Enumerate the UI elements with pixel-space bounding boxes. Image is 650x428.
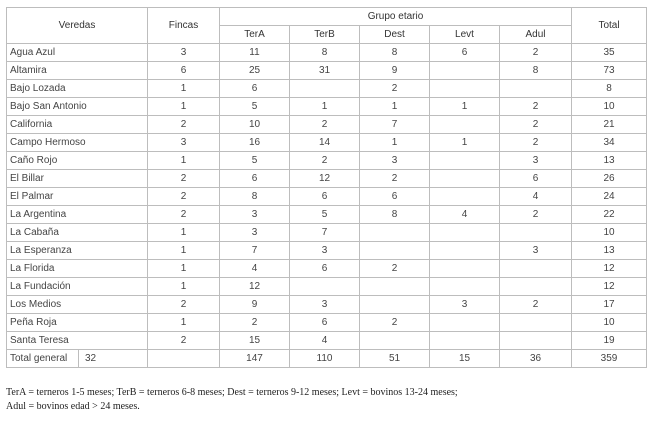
cell-fincas: 6 bbox=[148, 62, 220, 80]
cell-levt bbox=[430, 278, 500, 296]
cell-terb: 12 bbox=[290, 170, 360, 188]
cell-levt bbox=[430, 314, 500, 332]
cell-adul: 3 bbox=[500, 242, 572, 260]
cell-dest: 8 bbox=[360, 44, 430, 62]
table-row bbox=[7, 98, 647, 116]
cell-terb: 6 bbox=[290, 314, 360, 332]
cell-tera: 8 bbox=[220, 188, 290, 206]
header-tera: TerA bbox=[220, 26, 290, 44]
cell-fincas: 3 bbox=[148, 44, 220, 62]
cell-adul bbox=[500, 332, 572, 350]
cell-total: 26 bbox=[572, 170, 647, 188]
cell-dest: 2 bbox=[360, 170, 430, 188]
header-fincas: Fincas bbox=[148, 8, 220, 44]
cell-tera: 9 bbox=[220, 296, 290, 314]
total-terb: 110 bbox=[290, 350, 360, 368]
cell-terb: 14 bbox=[290, 134, 360, 152]
cell-terb: 31 bbox=[290, 62, 360, 80]
cell-fincas: 2 bbox=[148, 188, 220, 206]
cell-tera: 5 bbox=[220, 152, 290, 170]
cell-terb: 2 bbox=[290, 116, 360, 134]
cell-terb bbox=[290, 80, 360, 98]
cell-vereda: Altamira bbox=[7, 62, 148, 80]
cell-vereda: La Cabaña bbox=[7, 224, 148, 242]
cell-adul: 6 bbox=[500, 170, 572, 188]
cell-vereda: Los Medios bbox=[7, 296, 148, 314]
cell-total: 19 bbox=[572, 332, 647, 350]
cell-vereda: Peña Roja bbox=[7, 314, 148, 332]
cell-adul: 2 bbox=[500, 206, 572, 224]
footnote-line-1: TerA = terneros 1-5 meses; TerB = terneros 6-8 meses; Dest = terneros 9-12 meses; Levt = bovinos 13-24 meses; bbox=[6, 387, 458, 398]
cell-terb: 1 bbox=[290, 98, 360, 116]
cell-total: 24 bbox=[572, 188, 647, 206]
cell-dest: 1 bbox=[360, 98, 430, 116]
table-row bbox=[7, 62, 647, 80]
cell-dest: 2 bbox=[360, 314, 430, 332]
cell-fincas: 2 bbox=[148, 296, 220, 314]
total-label-cell bbox=[7, 350, 148, 368]
total-adul: 36 bbox=[500, 350, 572, 368]
cell-total: 13 bbox=[572, 242, 647, 260]
cell-fincas: 1 bbox=[148, 260, 220, 278]
cell-total: 10 bbox=[572, 314, 647, 332]
cell-total: 12 bbox=[572, 278, 647, 296]
cell-total: 22 bbox=[572, 206, 647, 224]
table-row bbox=[7, 152, 647, 170]
header-total: Total bbox=[572, 8, 647, 44]
cell-fincas: 1 bbox=[148, 224, 220, 242]
cell-dest: 9 bbox=[360, 62, 430, 80]
cell-total: 10 bbox=[572, 224, 647, 242]
table-row bbox=[7, 314, 647, 332]
cell-fincas: 1 bbox=[148, 242, 220, 260]
cell-tera: 10 bbox=[220, 116, 290, 134]
cell-levt bbox=[430, 224, 500, 242]
cell-levt bbox=[430, 116, 500, 134]
cell-dest: 2 bbox=[360, 260, 430, 278]
table-row bbox=[7, 260, 647, 278]
total-tera: 147 bbox=[220, 350, 290, 368]
total-dest: 51 bbox=[360, 350, 430, 368]
header-adul: Adul bbox=[500, 26, 572, 44]
cell-adul: 2 bbox=[500, 116, 572, 134]
total-fincas: 32 bbox=[85, 353, 97, 364]
cell-tera: 5 bbox=[220, 98, 290, 116]
cell-adul: 8 bbox=[500, 62, 572, 80]
cell-fincas: 1 bbox=[148, 80, 220, 98]
cell-terb: 3 bbox=[290, 296, 360, 314]
header-levt: Levt bbox=[430, 26, 500, 44]
cell-terb bbox=[290, 278, 360, 296]
cell-dest: 3 bbox=[360, 152, 430, 170]
cell-total: 13 bbox=[572, 152, 647, 170]
cell-levt: 6 bbox=[430, 44, 500, 62]
cell-vereda: La Esperanza bbox=[7, 242, 148, 260]
cell-terb: 5 bbox=[290, 206, 360, 224]
cell-adul: 3 bbox=[500, 152, 572, 170]
cell-tera: 2 bbox=[220, 314, 290, 332]
cell-levt: 3 bbox=[430, 296, 500, 314]
cell-vereda: El Palmar bbox=[7, 188, 148, 206]
cell-fincas: 2 bbox=[148, 332, 220, 350]
cell-levt bbox=[430, 188, 500, 206]
cell-levt bbox=[430, 80, 500, 98]
cell-levt bbox=[430, 260, 500, 278]
cell-total: 73 bbox=[572, 62, 647, 80]
cell-vereda: La Fundación bbox=[7, 278, 148, 296]
cell-adul: 2 bbox=[500, 98, 572, 116]
cell-levt: 4 bbox=[430, 206, 500, 224]
table-row bbox=[7, 80, 647, 98]
cell-tera: 25 bbox=[220, 62, 290, 80]
cell-terb: 2 bbox=[290, 152, 360, 170]
cell-vereda: Campo Hermoso bbox=[7, 134, 148, 152]
cell-terb: 7 bbox=[290, 224, 360, 242]
header-terb: TerB bbox=[290, 26, 360, 44]
cell-tera: 15 bbox=[220, 332, 290, 350]
livestock-table bbox=[6, 7, 647, 368]
cell-tera: 11 bbox=[220, 44, 290, 62]
table-row bbox=[7, 242, 647, 260]
total-row bbox=[7, 350, 647, 368]
cell-adul bbox=[500, 224, 572, 242]
cell-adul bbox=[500, 260, 572, 278]
cell-total: 21 bbox=[572, 116, 647, 134]
table-body bbox=[7, 44, 647, 350]
cell-levt bbox=[430, 62, 500, 80]
cell-tera: 16 bbox=[220, 134, 290, 152]
header-veredas: Veredas bbox=[7, 8, 148, 44]
total-fincas-empty bbox=[148, 350, 220, 368]
cell-terb: 4 bbox=[290, 332, 360, 350]
cell-dest bbox=[360, 278, 430, 296]
cell-dest: 1 bbox=[360, 134, 430, 152]
cell-vereda: Bajo Lozada bbox=[7, 80, 148, 98]
table-row bbox=[7, 116, 647, 134]
total-grand: 359 bbox=[572, 350, 647, 368]
cell-levt bbox=[430, 242, 500, 260]
cell-tera: 12 bbox=[220, 278, 290, 296]
table-row bbox=[7, 332, 647, 350]
cell-fincas: 2 bbox=[148, 206, 220, 224]
cell-terb: 6 bbox=[290, 188, 360, 206]
cell-vereda: La Florida bbox=[7, 260, 148, 278]
cell-dest bbox=[360, 224, 430, 242]
cell-fincas: 1 bbox=[148, 278, 220, 296]
cell-vereda: La Argentina bbox=[7, 206, 148, 224]
cell-vereda: Santa Teresa bbox=[7, 332, 148, 350]
cell-dest bbox=[360, 332, 430, 350]
table-row bbox=[7, 278, 647, 296]
total-label: Total general bbox=[7, 350, 79, 367]
cell-dest: 2 bbox=[360, 80, 430, 98]
cell-levt bbox=[430, 152, 500, 170]
cell-levt: 1 bbox=[430, 134, 500, 152]
header-dest: Dest bbox=[360, 26, 430, 44]
cell-dest: 6 bbox=[360, 188, 430, 206]
cell-total: 34 bbox=[572, 134, 647, 152]
cell-adul: 2 bbox=[500, 44, 572, 62]
table-row bbox=[7, 296, 647, 314]
cell-fincas: 1 bbox=[148, 314, 220, 332]
cell-tera: 3 bbox=[220, 224, 290, 242]
table-row bbox=[7, 188, 647, 206]
cell-dest bbox=[360, 242, 430, 260]
table-row bbox=[7, 224, 647, 242]
cell-adul bbox=[500, 314, 572, 332]
cell-levt: 1 bbox=[430, 98, 500, 116]
cell-terb: 6 bbox=[290, 260, 360, 278]
cell-adul: 4 bbox=[500, 188, 572, 206]
table-row bbox=[7, 170, 647, 188]
cell-adul: 2 bbox=[500, 296, 572, 314]
cell-total: 35 bbox=[572, 44, 647, 62]
cell-total: 17 bbox=[572, 296, 647, 314]
cell-vereda: Bajo San Antonio bbox=[7, 98, 148, 116]
table-row bbox=[7, 206, 647, 224]
cell-adul: 2 bbox=[500, 134, 572, 152]
cell-vereda: El Billar bbox=[7, 170, 148, 188]
cell-terb: 3 bbox=[290, 242, 360, 260]
cell-tera: 3 bbox=[220, 206, 290, 224]
cell-dest bbox=[360, 296, 430, 314]
cell-tera: 4 bbox=[220, 260, 290, 278]
table-row bbox=[7, 44, 647, 62]
cell-vereda: Agua Azul bbox=[7, 44, 148, 62]
cell-vereda: Caño Rojo bbox=[7, 152, 148, 170]
cell-dest: 8 bbox=[360, 206, 430, 224]
cell-adul bbox=[500, 278, 572, 296]
cell-tera: 6 bbox=[220, 170, 290, 188]
cell-fincas: 2 bbox=[148, 116, 220, 134]
cell-levt bbox=[430, 332, 500, 350]
cell-levt bbox=[430, 170, 500, 188]
cell-fincas: 2 bbox=[148, 170, 220, 188]
total-levt: 15 bbox=[430, 350, 500, 368]
footnote-line-2: Adul = bovinos edad > 24 meses. bbox=[6, 401, 140, 412]
footnote bbox=[6, 386, 646, 414]
cell-total: 10 bbox=[572, 98, 647, 116]
cell-terb: 8 bbox=[290, 44, 360, 62]
cell-adul bbox=[500, 80, 572, 98]
cell-dest: 7 bbox=[360, 116, 430, 134]
table-row bbox=[7, 134, 647, 152]
cell-vereda: California bbox=[7, 116, 148, 134]
cell-fincas: 3 bbox=[148, 134, 220, 152]
cell-total: 12 bbox=[572, 260, 647, 278]
header-grupo-etario: Grupo etario bbox=[220, 8, 572, 26]
cell-tera: 6 bbox=[220, 80, 290, 98]
cell-fincas: 1 bbox=[148, 152, 220, 170]
cell-fincas: 1 bbox=[148, 98, 220, 116]
cell-total: 8 bbox=[572, 80, 647, 98]
cell-tera: 7 bbox=[220, 242, 290, 260]
